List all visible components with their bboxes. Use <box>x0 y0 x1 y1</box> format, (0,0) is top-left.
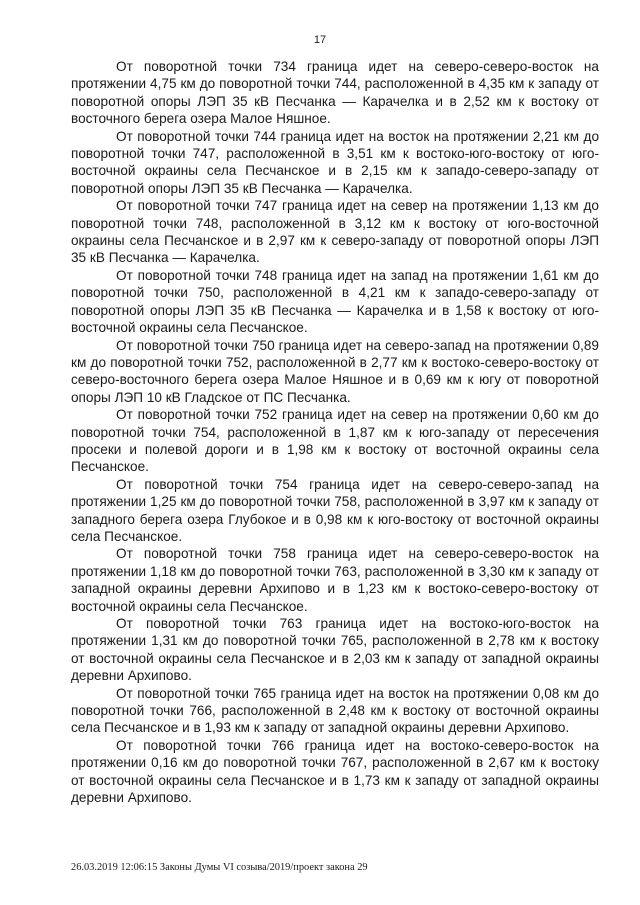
document-body <box>71 58 599 806</box>
paragraph: От поворотной точки 747 граница идет на север на протяжении 1,13 км до поворотной точки 748, расположенной в 3,12 км к востоку от юго-восточной окраины села Песчанское и в 2,97 км к северо-западу от поворотной опоры ЛЭП 35 кВ Песчанка — Карачелка. <box>71 198 599 266</box>
page-number: 17 <box>313 34 327 46</box>
paragraph: От поворотной точки 754 граница идет на северо-северо-запад на протяжении 1,25 км до поворотной точки 758, расположенной в 3,97 км к западу от западного берега озера Глубокое и в 0,98 км к юго-востоку от восточной окраины села Песчанское. <box>71 476 599 544</box>
paragraph: От поворотной точки 734 граница идет на северо-северо-восток на протяжении 4,75 км до поворотной точки 744, расположенной в 4,35 км к западу от поворотной опоры ЛЭП 35 кВ Песчанка — Карачелка и в 2,52 км к востоку от восточного берега озера Малое Няшное. <box>71 59 599 127</box>
paragraph: От поворотной точки 744 граница идет на восток на протяжении 2,21 км до поворотной точки 747, расположенной в 3,51 км к востоко-юго-востоку от юго-восточной окраины села Песчанское и в 2,15 км к западо-северо-западу от поворотной опоры ЛЭП 35 кВ Песчанка — Карачелка. <box>71 128 599 196</box>
paragraph: От поворотной точки 752 граница идет на север на протяжении 0,60 км до поворотной точки 754, расположенной в 1,87 км к юго-западу от пересечения просеки и полевой дороги и в 1,98 км к востоку от восточной окраины села Песчанское. <box>71 407 599 475</box>
paragraph: От поворотной точки 758 граница идет на северо-северо-восток на протяжении 1,18 км до поворотной точки 763, расположенной в 3,30 км к западу от западной окраины деревни Архипово и в 1,23 км к востоко-северо-востоку от восточной окраины села Песчанское. <box>71 546 599 614</box>
paragraph: От поворотной точки 748 граница идет на запад на протяжении 1,61 км до поворотной точки 750, расположенной в 4,21 км к западо-северо-западу от поворотной опоры ЛЭП 35 кВ Песчанка — Карачелка и в 1,58 к востоку от юго-восточной окраины села Песчанское. <box>71 267 599 336</box>
document-footer: 26.03.2019 12:06:15 Законы Думы VI созыва/2019/проект закона 29 <box>71 862 368 873</box>
paragraph: От поворотной точки 766 граница идет на востоко-северо-восток на протяжении 0,16 км до поворотной точки 767, расположенной в 2,67 км к востоку от восточной окраины села Песчанское и в 1,73 км к западу от западной окраины деревни Архипово. <box>71 737 599 806</box>
paragraph: От поворотной точки 750 граница идет на северо-запад на протяжении 0,89 км до поворотной точки 752, расположенной в 2,77 км к востоко-северо-востоку от северо-восточного берега озера Малое Няшное и в 0,69 км к югу от поворотной опоры ЛЭП 10 кВ Гладское от ПС Песчанка. <box>71 337 599 405</box>
paragraph: От поворотной точки 765 граница идет на восток на протяжении 0,08 км до поворотной точки 766, расположенной в 2,48 км к востоку от восточной окраины села Песчанское и в 1,93 км к западу от западной окраины деревни Архипово. <box>71 685 599 736</box>
paragraph: От поворотной точки 763 граница идет на востоко-юго-восток на протяжении 1,31 км до поворотной точки 765, расположенной в 2,78 км к востоку от восточной окраины села Песчанское и в 2,03 км к западу от западной окраины деревни Архипово. <box>71 616 599 684</box>
